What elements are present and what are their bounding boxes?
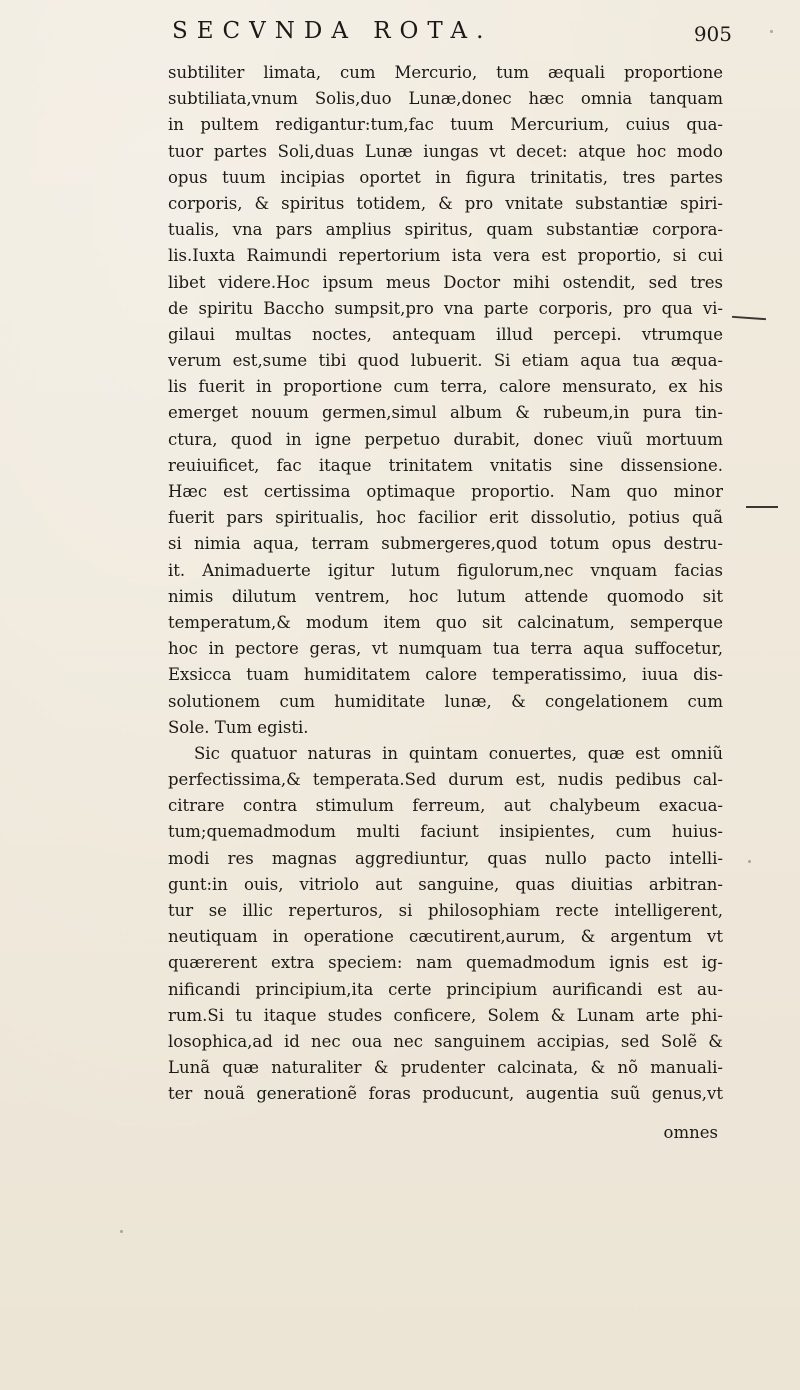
text-line: losophica,ad id nec oua nec sanguinem accipias, sed Solẽ & [168,1031,723,1051]
margin-mark [732,316,766,320]
text-line: quærerent extra speciem: nam quemadmodum ignis est ig- [168,953,723,973]
text-line: neutiquam in operatione cæcutirent,aurum, & argentum vt [168,927,723,947]
text-line: ctura, quod in igne perpetuo durabit, donec viuũ mortuum [168,429,723,449]
text-line: tum;quemadmodum multi faciunt insipientes, cum huius- [168,822,723,842]
text-line: gunt:in ouis, vitriolo aut sanguine, quas diuitias arbitran- [168,874,723,894]
text-line-paragraph-start: Sic quatuor naturas in quintam conuertes, quæ est omniũ [194,743,723,763]
text-line: de spiritu Baccho sumpsit,pro vna parte corporis, pro qua vi- [168,298,723,318]
paper-speck [748,860,751,863]
text-line: nificandi principium,ita certe principium aurificandi est au- [168,979,723,999]
text-line: in pultem redigantur:tum,fac tuum Mercurium, cuius qua- [168,115,723,135]
running-head: SECVNDA ROTA. [172,18,493,44]
text-line: subtiliter limata, cum Mercurio, tum æquali proportione [168,63,723,82]
text-line: lis.Iuxta Raimundi repertorium ista vera est proportio, si cui [168,246,723,266]
text-line: hoc in pectore geras, vt numquam tua terra aqua suffocetur, [168,639,723,659]
text-line: libet videre.Hoc ipsum meus Doctor mihi ostendit, sed tres [168,272,723,292]
text-line: perfectissima,& temperata.Sed durum est, nudis pedibus cal- [168,770,723,790]
text-line: lis fuerit in proportione cum terra, calore mensurato, ex his [168,377,723,397]
page-number: 905 [693,22,732,46]
text-line: reuiuificet, fac itaque trinitatem vnitatis sine dissensione. [168,455,723,475]
page-header [172,18,732,58]
text-line: nimis dilutum ventrem, hoc lutum attende quomodo sit [168,586,723,606]
text-line-paragraph-end: Sole. Tum egisti. [168,717,309,737]
text-line: si nimia aqua, terram submergeres,quod totum opus destru- [168,534,723,554]
text-line: solutionem cum humiditate lunæ, & congelationem cum [168,691,723,711]
text-line: emerget nouum germen,simul album & rubeum,in pura tin- [168,403,723,423]
text-line: tuor partes Soli,duas Lunæ iungas vt decet: atque hoc modo [168,141,723,161]
text-line: Lunã quæ naturaliter & prudenter calcinata, & nõ manuali- [168,1058,723,1078]
text-line: Exsicca tuam humiditatem calore temperatissimo, iuua dis- [168,665,723,685]
body-text [168,60,723,1108]
text-line: it. Animaduerte igitur lutum figulorum,nec vnquam facias [168,560,723,580]
text-line: citrare contra stimulum ferreum, aut chalybeum exacua- [168,796,723,816]
text-line: modi res magnas aggrediuntur, quas nullo pacto intelli- [168,848,723,868]
paper-speck [120,1230,123,1233]
text-line: tur se illic reperturos, si philosophiam recte intelligerent, [168,901,723,920]
text-line: corporis, & spiritus totidem, & pro vnitate substantiæ spiri- [168,193,723,213]
catchword: omnes [663,1123,718,1142]
text-line: fuerit pars spiritualis, hoc facilior erit dissolutio, potius quã [168,508,723,528]
text-line: temperatum,& modum item quo sit calcinatum, semperque [168,612,723,632]
text-line: verum est,sume tibi quod lubuerit. Si etiam aqua tua æqua- [168,351,723,371]
text-line: tualis, vna pars amplius spiritus, quam substantiæ corpora- [168,220,723,240]
text-line: gilaui multas noctes, antequam illud percepi. vtrumque [168,324,723,344]
text-line: opus tuum incipias oportet in figura trinitatis, tres partes [168,167,723,187]
paper-speck [770,30,773,33]
text-line: Hæc est certissima optimaque proportio. Nam quo minor [168,482,723,501]
text-line: rum.Si tu itaque studes conficere, Solem & Lunam arte phi- [168,1005,723,1025]
text-line: subtiliata,vnum Solis,duo Lunæ,donec hæc omnia tanquam [168,89,723,109]
text-line: ter nouã generationẽ foras producunt, augentia suũ genus,vt [168,1084,723,1104]
margin-mark [746,506,778,508]
